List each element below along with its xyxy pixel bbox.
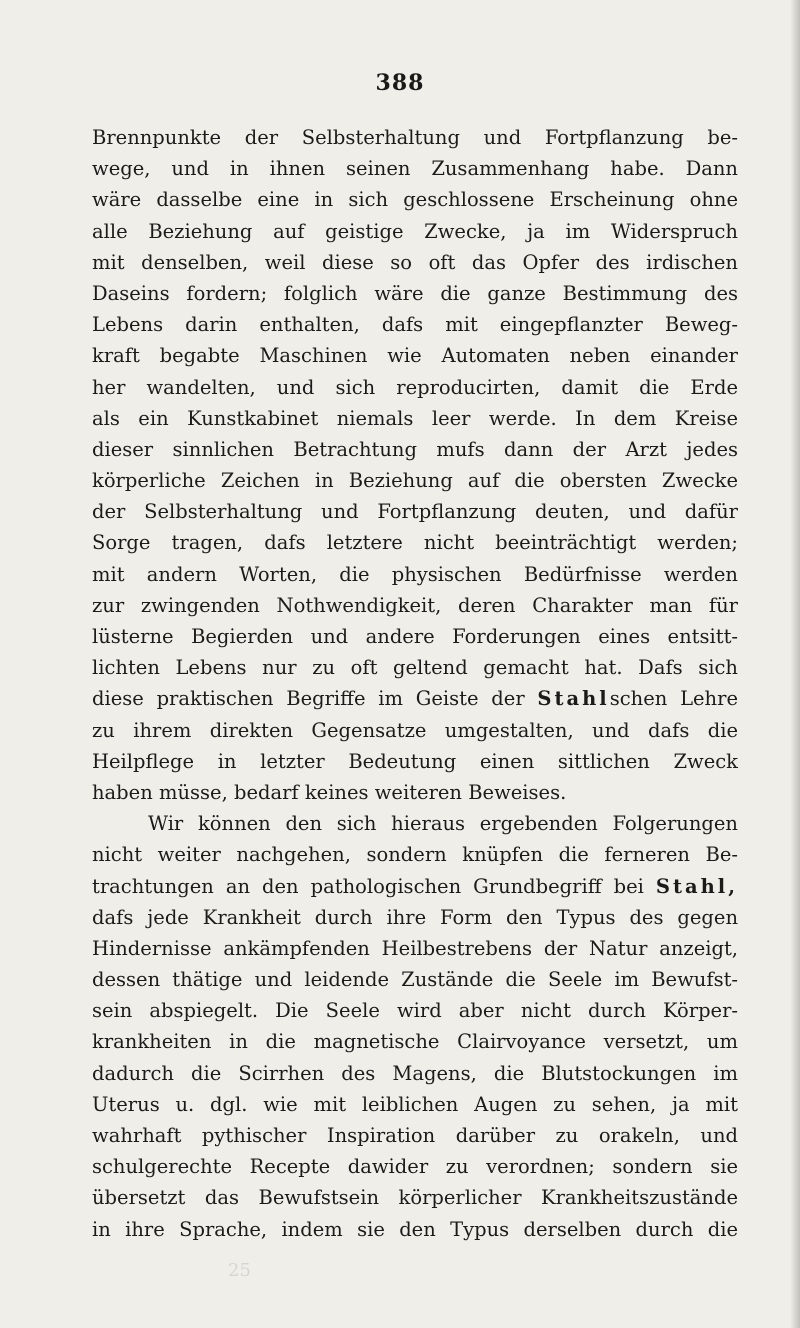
text-line: kraft begabte Maschinen wie Automaten neben einander [92,344,738,368]
text-line: alle Beziehung auf geistige Zwecke, ja im Widerspruch [92,219,738,243]
page-number: 388 [375,70,425,96]
text-line: lichten Lebens nur zu oft geltend gemacht hat. Dafs sich [92,656,738,680]
text-line: der Selbsterhaltung und Fortpflanzung deuten, und dafür [92,500,738,524]
text-line-stahl [92,871,738,902]
text-line: dieser sinnlichen Betrachtung mufs dann der Arzt jedes [92,437,738,461]
text-line: sein abspiegelt. Die Seele wird aber nicht durch Körper- [92,999,738,1023]
text-line: nicht weiter nachgehen, sondern knüpfen die ferneren Be- [92,843,738,867]
signature-mark: 25 [228,1260,251,1281]
text-line: zur zwingenden Nothwendigkeit, deren Charakter man für [92,593,738,617]
text-line: zu ihrem direkten Gegensatze umgestalten, und dafs die [92,718,738,742]
text-line: dessen thätige und leidende Zustände die Seele im Bewufst- [92,968,738,992]
text-line: Lebens darin enthalten, dafs mit eingepflanzter Beweg- [92,313,738,337]
text-line: Daseins fordern; folglich wäre die ganze Bestimmung des [92,281,738,305]
text-fragment: diese praktischen Begriffe im Geiste der [92,687,525,711]
text-line: wäre dasselbe eine in sich geschlossene Erscheinung ohne [92,188,738,212]
text-line: als ein Kunstkabinet niemals leer werde. In dem Kreise [92,406,738,430]
text-line: krankheiten in die magnetische Clairvoyance versetzt, um [92,1030,738,1054]
text-line: übersetzt das Bewufstsein körperlicher Krankheitszustände [92,1186,738,1210]
text-line: Hindernisse ankämpfenden Heilbestrebens der Natur anzeigt, [92,936,738,960]
text-line-stahl [92,683,738,714]
text-line: lüsterne Begierden und andere Forderungen eines entsitt- [92,625,738,648]
text-line: dafs jede Krankheit durch ihre Form den Typus des gegen [92,905,738,929]
text-line: in ihre Sprache, indem sie den Typus derselben durch die [92,1217,738,1241]
text-line: dadurch die Scirrhen des Magens, die Blutstockungen im [92,1061,738,1085]
page-edge-shadow [790,0,800,1328]
text-line: Heilpflege in letzter Bedeutung einen sittlichen Zweck [92,749,738,773]
text-fragment: schen Lehre [609,687,738,711]
paragraph-start-line: Wir können den sich hieraus ergebenden Folgerungen [148,812,738,836]
paragraph-end-line: haben müsse, bedarf keines weiteren Beweises. [92,780,567,804]
text-line: wege, und in ihnen seinen Zusammenhang habe. Dann [92,157,738,181]
page-body-text [92,122,738,1245]
text-line: Brennpunkte der Selbsterhaltung und Fortpflanzung be- [92,126,738,149]
text-line: wahrhaft pythischer Inspiration darüber zu orakeln, und [92,1124,738,1147]
text-line: her wandelten, und sich reproducirten, damit die Erde [92,375,738,399]
author-name-stahl: Stahl [537,687,610,711]
text-line: Uterus u. dgl. wie mit leiblichen Augen zu sehen, ja mit [92,1092,738,1116]
text-line: schulgerechte Recepte dawider zu verordnen; sondern sie [92,1155,738,1179]
text-line: körperliche Zeichen in Beziehung auf die obersten Zwecke [92,469,738,493]
text-line: mit andern Worten, die physischen Bedürfnisse werden [92,562,738,586]
text-line: Sorge tragen, dafs letztere nicht beeinträchtigt werden; [92,531,738,555]
author-name-stahl: Stahl, [655,874,739,898]
text-line: mit denselben, weil diese so oft das Opfer des irdischen [92,250,738,274]
text-fragment: trachtungen an den pathologischen Grundbegriff bei [92,874,644,898]
